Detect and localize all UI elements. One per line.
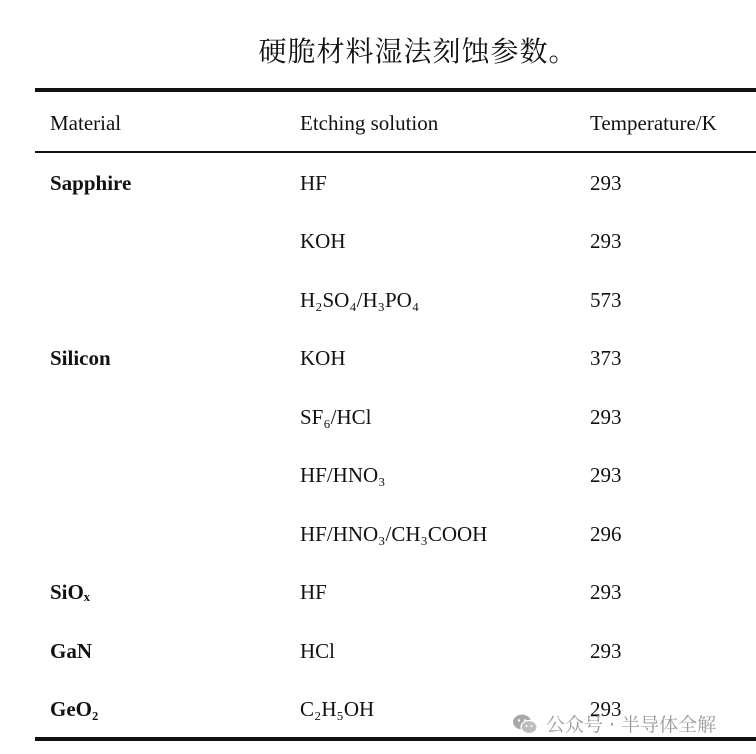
header-etching-solution: Etching solution: [300, 111, 439, 135]
row-temperature: 296: [590, 522, 622, 546]
table-top-rule: [35, 88, 756, 92]
header-rule: [35, 151, 756, 153]
row-material: Sapphire: [50, 171, 132, 195]
row-temperature: 293: [590, 639, 622, 663]
row-temperature: 293: [590, 463, 622, 487]
wechat-icon: [512, 713, 538, 735]
row-temperature: 293: [590, 405, 622, 429]
row-temperature: 293: [590, 171, 622, 195]
row-temperature: 293: [590, 697, 622, 721]
row-solution: HF/HNO₃/CH₃COOH: [300, 522, 488, 546]
watermark: [512, 710, 716, 737]
table-title: 硬脆材料湿法刻蚀参数。: [258, 35, 578, 68]
header-temperature: Temperature/K: [590, 111, 717, 135]
row-solution: HF/HNO₃: [300, 463, 386, 487]
table-bottom-rule: [35, 737, 756, 741]
row-temperature: 293: [590, 229, 622, 253]
row-solution: HCl: [300, 639, 336, 663]
row-solution: KOH: [300, 346, 346, 370]
row-temperature: 373: [590, 346, 622, 370]
row-solution: H₂SO₄/H₃PO₄: [300, 288, 420, 312]
row-material: Silicon: [50, 346, 111, 370]
row-solution: HF: [300, 580, 327, 604]
row-solution: SF₆/HCl: [300, 405, 372, 429]
row-solution: HF: [300, 171, 327, 195]
row-material: GeO₂: [50, 697, 99, 721]
watermark-text: 公众号 · 半导体全解: [546, 714, 717, 736]
row-temperature: 293: [590, 580, 622, 604]
row-temperature: 573: [590, 288, 622, 312]
row-material: SiOₓ: [50, 580, 90, 604]
row-material: GaN: [50, 639, 92, 663]
row-solution: KOH: [300, 229, 346, 253]
header-material: Material: [50, 111, 122, 135]
row-solution: C₂H₅OH: [300, 697, 375, 721]
